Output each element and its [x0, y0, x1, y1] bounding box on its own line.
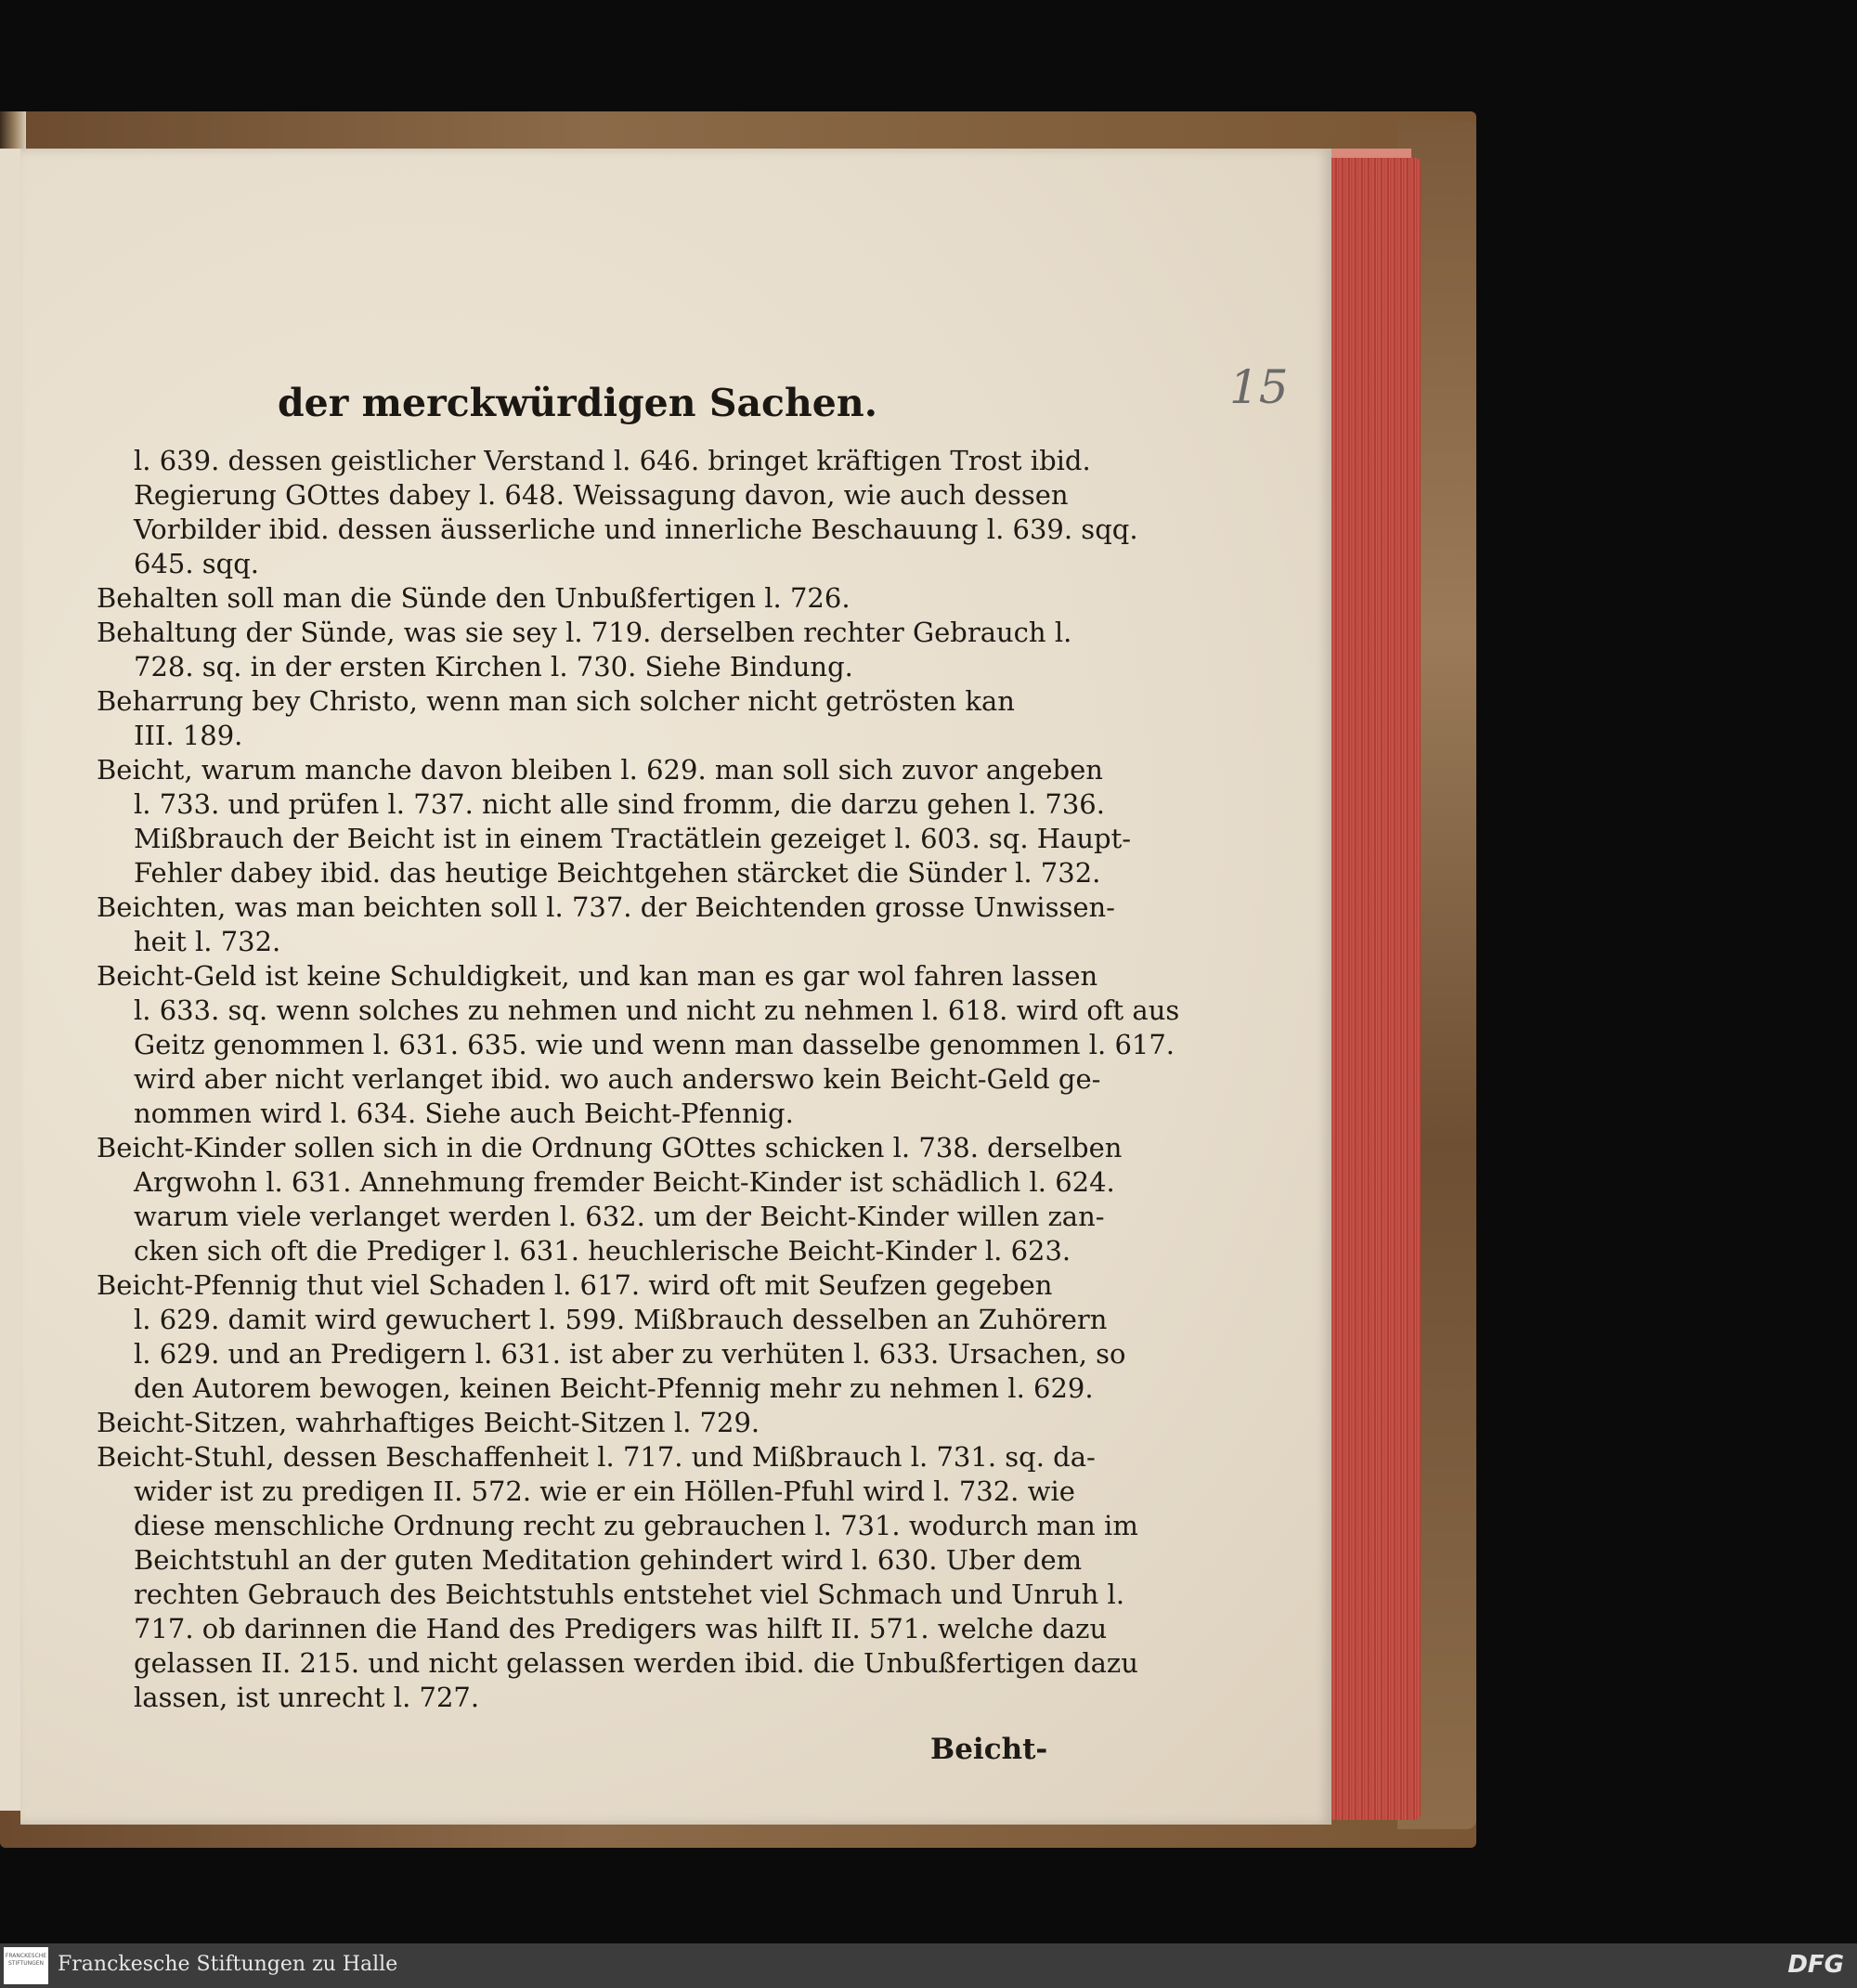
institution-name: Franckesche Stiftungen zu Halle — [58, 1953, 398, 1976]
index-line: l. 629. damit wird gewuchert l. 599. Mißbrauch desselben an Zuhörern — [134, 1304, 1108, 1335]
index-line: 717. ob darinnen die Hand des Predigers was hilft II. 571. welche dazu — [134, 1613, 1108, 1644]
index-line: Beharrung bey Christo, wenn man sich solcher nicht getrösten kan — [97, 685, 1015, 717]
dfg-badge: DFG — [1787, 1951, 1844, 1979]
index-line: Beicht, warum manche davon bleiben l. 629. man soll sich zuvor angeben — [97, 754, 1103, 786]
index-line: Vorbilder ibid. dessen äusserliche und innerliche Beschauung l. 639. sqq. — [134, 513, 1138, 545]
index-line: wird aber nicht verlanget ibid. wo auch anderswo kein Beicht-Geld ge- — [134, 1063, 1101, 1095]
index-line: Regierung GOttes dabey l. 648. Weissagung davon, wie auch dessen — [134, 479, 1069, 511]
index-line: l. 629. und an Predigern l. 631. ist aber zu verhüten l. 633. Ursachen, so — [134, 1338, 1126, 1370]
index-line: lassen, ist unrecht l. 727. — [134, 1682, 480, 1713]
index-line: gelassen II. 215. und nicht gelassen werden ibid. die Unbußfertigen dazu — [134, 1647, 1138, 1679]
viewer-footer — [0, 1943, 1857, 1988]
index-line: Beicht-Kinder sollen sich in die Ordnung GOttes schicken l. 738. derselben — [97, 1132, 1123, 1163]
index-line: Beichtstuhl an der guten Meditation gehindert wird l. 630. Uber dem — [134, 1544, 1083, 1576]
index-entries — [97, 444, 1180, 1715]
index-line: Argwohn l. 631. Annehmung fremder Beicht-Kinder ist schädlich l. 624. — [134, 1166, 1115, 1198]
catchword: Beicht- — [930, 1733, 1048, 1766]
index-line: Fehler dabey ibid. das heutige Beichtgehen stärcket die Sünder l. 732. — [134, 857, 1101, 889]
index-line: wider ist zu predigen II. 572. wie er ein Höllen-Pfuhl wird l. 732. wie — [134, 1475, 1075, 1507]
index-line: l. 639. dessen geistlicher Verstand l. 646. bringet kräftigen Trost ibid. — [134, 445, 1091, 476]
index-line: Beicht-Stuhl, dessen Beschaffenheit l. 717. und Mißbrauch l. 731. sq. da- — [97, 1441, 1096, 1473]
index-line: III. 189. — [134, 720, 243, 751]
index-line: 728. sq. in der ersten Kirchen l. 730. Siehe Bindung. — [134, 651, 853, 682]
running-head: der merckwürdigen Sachen. — [278, 381, 877, 425]
red-page-edges — [1318, 158, 1421, 1820]
institution-logo: FRANCKESCHE STIFTUNGEN — [4, 1947, 48, 1984]
index-line: rechten Gebrauch des Beichtstuhls entstehet viel Schmach und Unruh l. — [134, 1579, 1125, 1610]
index-line: 645. sqq. — [134, 548, 260, 579]
index-line: heit l. 732. — [134, 926, 281, 957]
index-line: Geitz genommen l. 631. 635. wie und wenn man dasselbe genommen l. 617. — [134, 1029, 1175, 1060]
index-line: diese menschliche Ordnung recht zu gebrauchen l. 731. wodurch man im — [134, 1510, 1138, 1541]
index-line: Beicht-Geld ist keine Schuldigkeit, und kan man es gar wol fahren lassen — [97, 960, 1098, 992]
index-line: Mißbrauch der Beicht ist in einem Tractätlein gezeiget l. 603. sq. Haupt- — [134, 823, 1132, 854]
index-line: cken sich oft die Prediger l. 631. heuchlerische Beicht-Kinder l. 623. — [134, 1235, 1071, 1267]
book-page — [20, 149, 1331, 1825]
index-line: den Autorem bewogen, keinen Beicht-Pfennig mehr zu nehmen l. 629. — [134, 1372, 1094, 1404]
index-line: Behaltung der Sünde, was sie sey l. 719. derselben rechter Gebrauch l. — [97, 617, 1072, 648]
index-line: Beicht-Sitzen, wahrhaftiges Beicht-Sitzen l. 729. — [97, 1407, 760, 1438]
index-line: nommen wird l. 634. Siehe auch Beicht-Pfennig. — [134, 1098, 794, 1129]
index-line: l. 733. und prüfen l. 737. nicht alle sind fromm, die darzu gehen l. 736. — [134, 788, 1105, 820]
index-line: Beichten, was man beichten soll l. 737. der Beichtenden grosse Unwissen- — [97, 891, 1115, 923]
index-line: l. 633. sq. wenn solches zu nehmen und nicht zu nehmen l. 618. wird oft aus — [134, 994, 1180, 1026]
left-page-edge — [0, 149, 22, 1811]
index-line: warum viele verlanget werden l. 632. um der Beicht-Kinder willen zan- — [134, 1201, 1105, 1232]
folio-number: 15 — [1229, 360, 1289, 414]
index-line: Beicht-Pfennig thut viel Schaden l. 617. wird oft mit Seufzen gegeben — [97, 1269, 1053, 1301]
index-line: Behalten soll man die Sünde den Unbußfertigen l. 726. — [97, 582, 851, 614]
